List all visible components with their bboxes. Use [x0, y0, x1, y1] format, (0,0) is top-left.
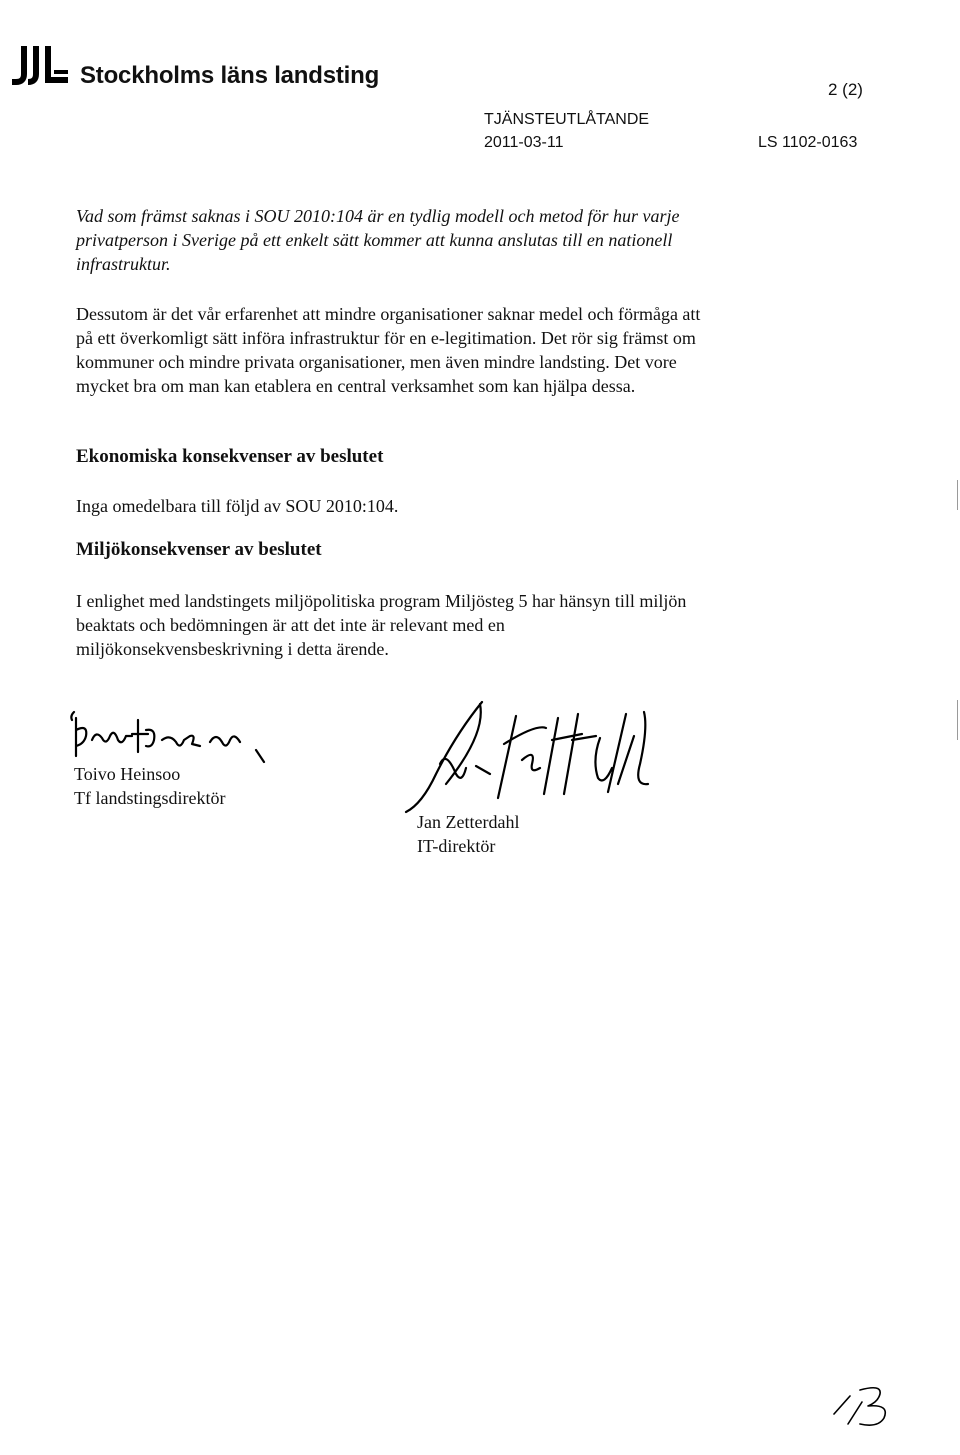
signatory-name-1: Toivo Heinsoo: [74, 764, 181, 784]
document-date: 2011-03-11: [484, 134, 564, 151]
paragraph-economic: Inga omedelbara till följd av SOU 2010:104.: [76, 496, 399, 516]
signatory-title-1: Tf landstingsdirektör: [74, 788, 226, 808]
handwritten-page-number: [830, 1380, 900, 1432]
organization-name: Stockholms läns landsting: [80, 62, 380, 89]
sll-logo-icon: [10, 44, 72, 88]
italic-paragraph: Vad som främst saknas i SOU 2010:104 är en tydlig modell och metod för hur varje privatperson i Sverige på ett enkelt sätt kommer att kunna anslutas till en nationell infrastruktur.: [76, 206, 680, 274]
scan-edge-line: [957, 700, 958, 740]
paragraph-dessutom: Dessutom är det vår erfarenhet att mindre organisationer saknar medel och förmåga att på ett överkomligt sätt införa infrastruktur för en e-legitimation. Det rör sig främst om kommuner och mindre privata organisationer, men även mindre landsting. Det vore mycket bra om man kan etablera en central verksamhet som kan hjälpa dessa.: [76, 304, 701, 396]
scan-edge-line: [957, 480, 958, 510]
page-number: 2 (2): [828, 80, 863, 99]
document-reference: LS 1102-0163: [758, 134, 858, 151]
signatory-title-2: IT-direktör: [417, 836, 496, 856]
heading-environmental-consequences: Miljökonsekvenser av beslutet: [76, 539, 322, 560]
signature-zetterdahl: [386, 694, 656, 824]
heading-economic-consequences: Ekonomiska konsekvenser av beslutet: [76, 446, 384, 467]
paragraph-environment: I enlighet med landstingets miljöpolitiska program Miljösteg 5 har hänsyn till miljön beaktats och bedömningen är att det inte är relevant med en miljökonsekvensbeskrivning i detta ärende.: [76, 591, 687, 659]
signatory-name-2: Jan Zetterdahl: [417, 812, 520, 832]
document-type: TJÄNSTEUTLÅTANDE: [484, 111, 650, 128]
